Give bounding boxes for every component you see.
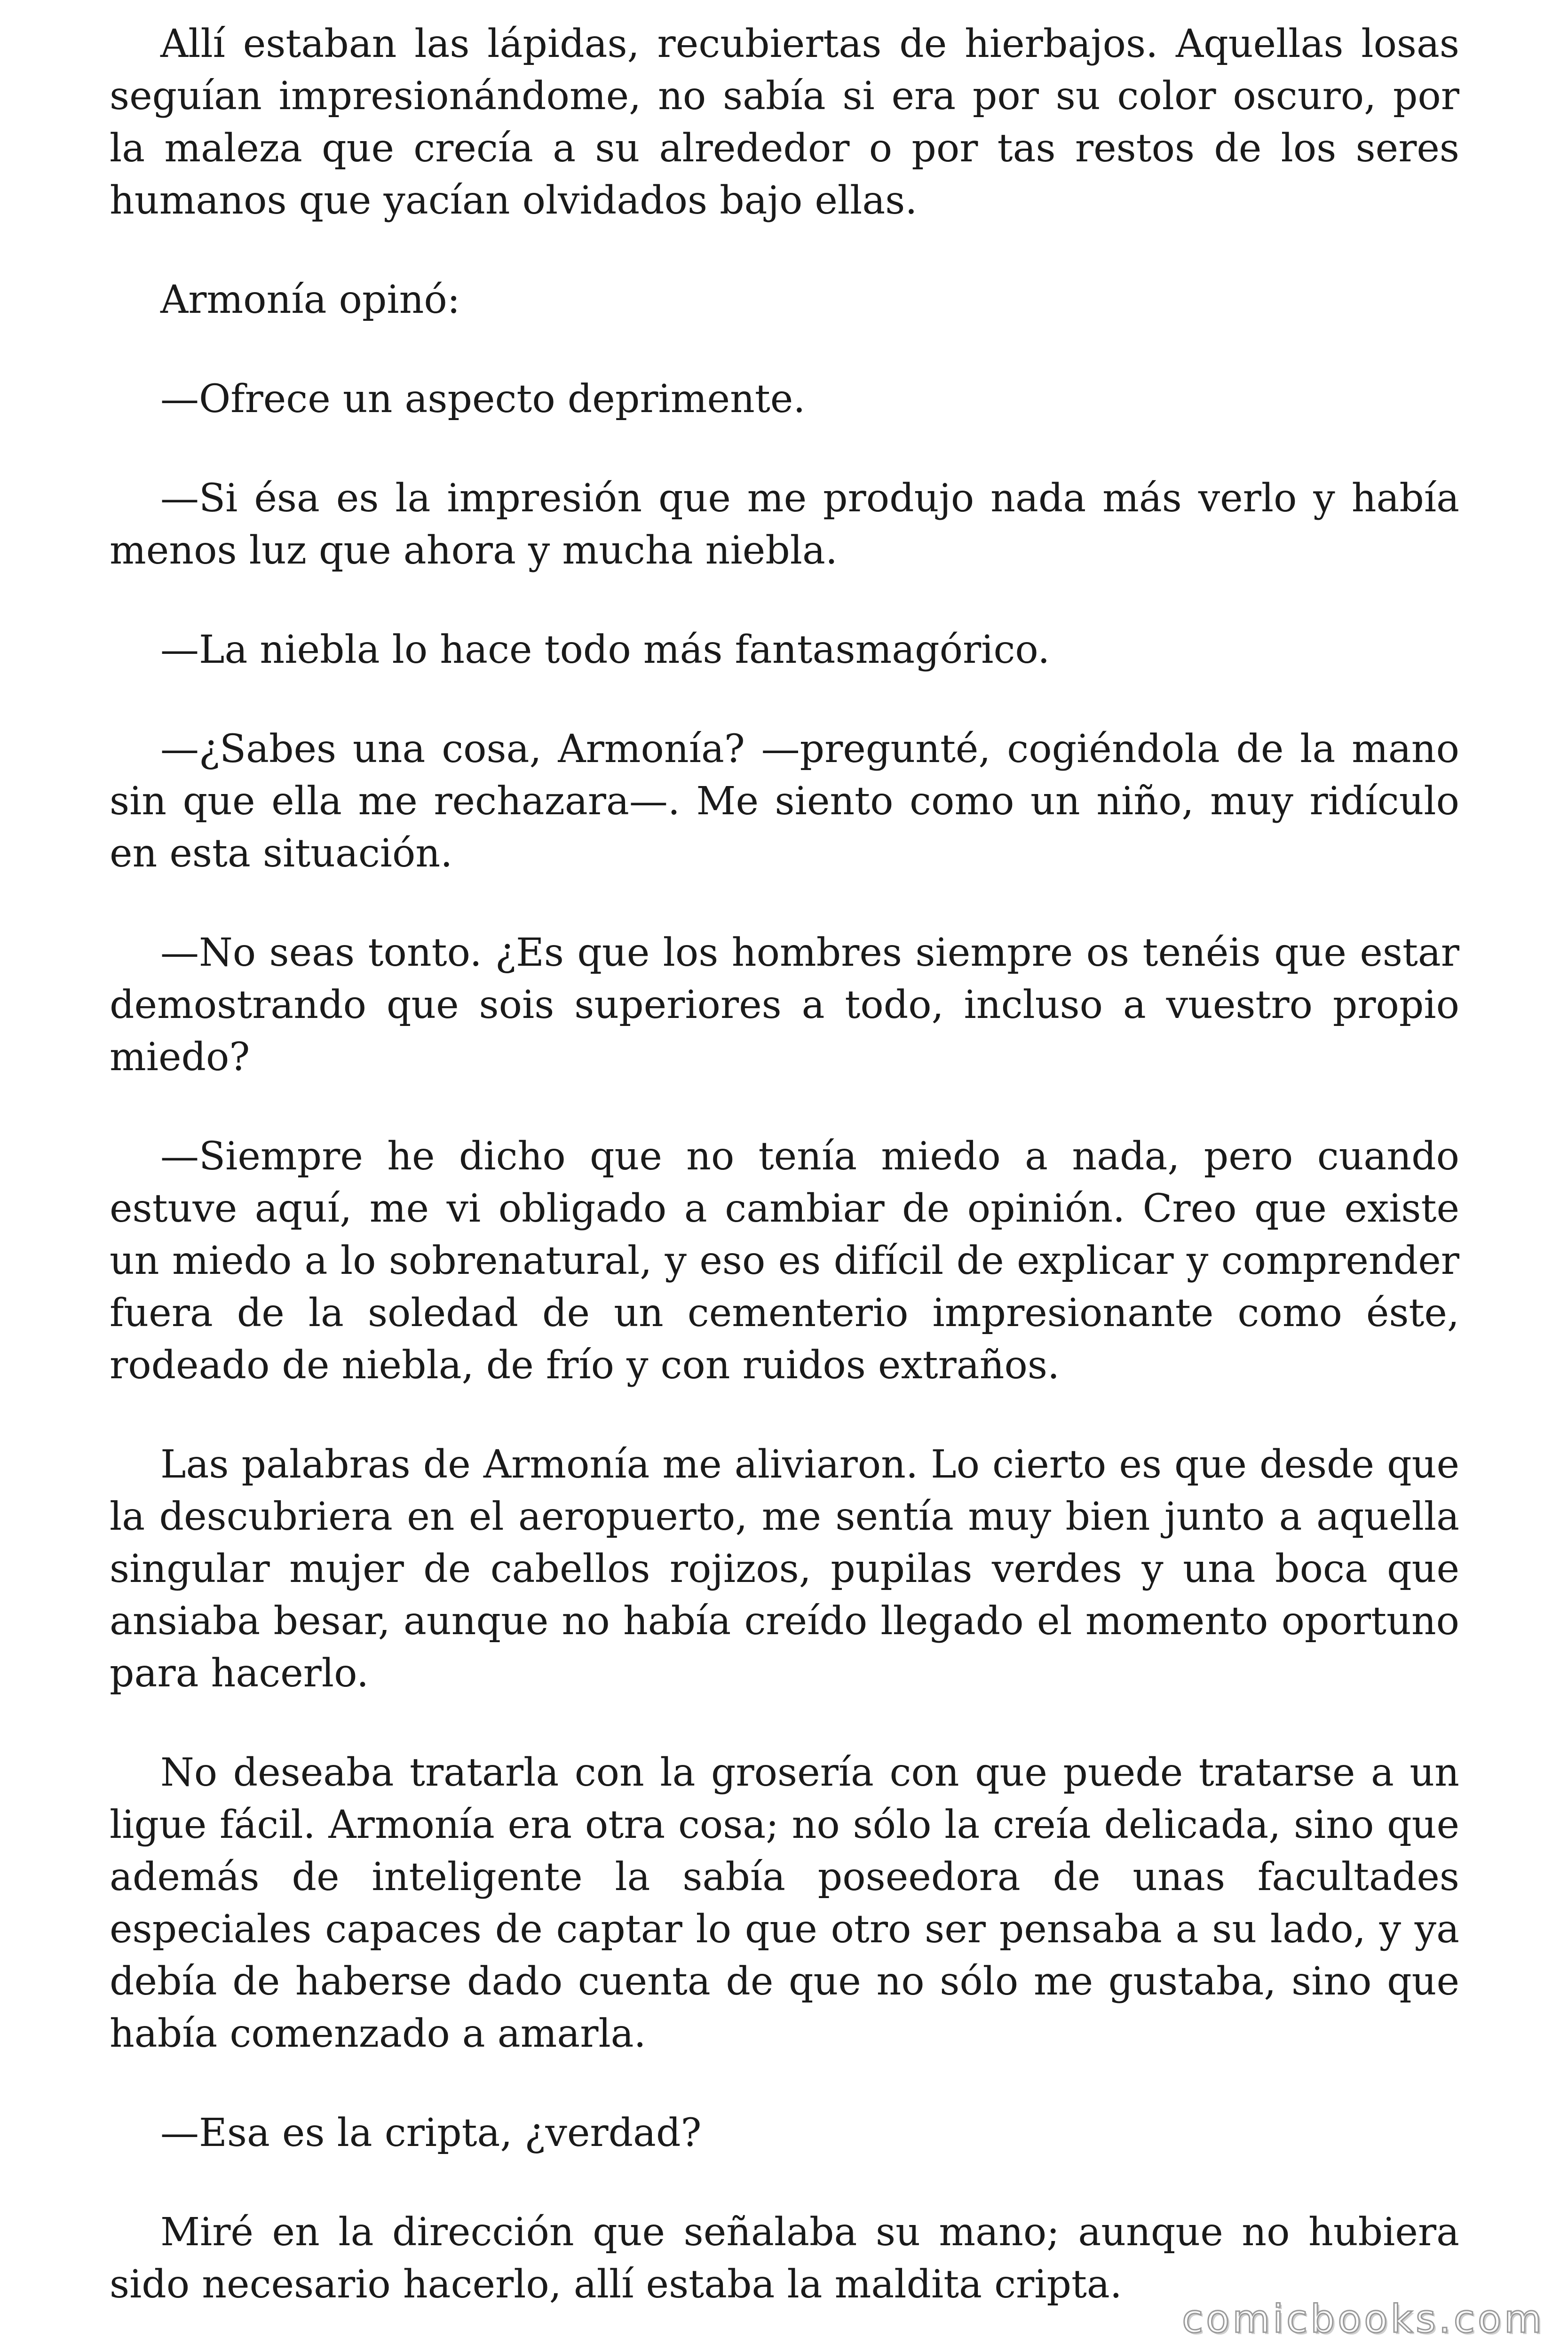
paragraph-esa-es-la-cripta: —Esa es la cripta, ¿verdad?	[160, 2111, 702, 2155]
paragraph-no-deseaba: No deseaba tratarla con la grosería con que puede tratarse a un ligue fácil. Armonía era otra cosa; no sólo la creía delicada, sino que además de inteligente la sabía poseedora de unas facultades especiales capaces de captar lo que otro ser pensaba a su lado, y ya debía de haberse dado cuenta de que no sólo me gustaba, sino que había comenzado a amarla.	[110, 1750, 1459, 2056]
paragraph-no-seas-tonto: —No seas tonto. ¿Es que los hombres siempre os tenéis que estar demostrando que sois superiores a todo, incluso a vuestro propio miedo?	[110, 930, 1459, 1080]
paragraph-sabes-una-cosa: —¿Sabes una cosa, Armonía? —pregunté, cogiéndola de la mano sin que ella me rechazara—. Me siento como un niño, muy ridículo en esta situación.	[110, 727, 1459, 876]
paragraph-palabras-de-armonia: Las palabras de Armonía me aliviaron. Lo cierto es que desde que la descubriera en el aeropuerto, me sentía muy bien junto a aquella singular mujer de cabellos rojizos, pupilas verdes y una boca que ansiaba besar, aunque no había creído llegado el momento oportuno para hacerlo.	[110, 1442, 1459, 1696]
paragraph-armonia-opino: Armonía opinó:	[160, 278, 460, 322]
book-page	[110, 18, 1459, 2352]
paragraph-lapidas: Allí estaban las lápidas, recubiertas de hierbajos. Aquellas losas seguían impresionándome, no sabía si era por su color oscuro, por la maleza que crecía a su alrededor o por tas restos de los seres humanos que yacían olvidados bajo ellas.	[110, 22, 1459, 223]
paragraph-aspecto-deprimente: —Ofrece un aspecto deprimente.	[160, 377, 806, 421]
watermark: comicbooks.com	[1182, 2297, 1544, 2342]
paragraph-mire-en-la-direccion: Miré en la dirección que señalaba su mano; aunque no hubiera sido necesario hacerlo, allí estaba la maldita cripta.	[110, 2210, 1459, 2307]
paragraph-niebla: —La niebla lo hace todo más fantasmagórico.	[160, 628, 1050, 672]
paragraph-siempre-he-dicho: —Siempre he dicho que no tenía miedo a nada, pero cuando estuve aquí, me vi obligado a cambiar de opinión. Creo que existe un miedo a lo sobrenatural, y eso es difícil de explicar y comprender fuera de la soledad de un cementerio impresionante como éste, rodeado de niebla, de frío y con ruidos extraños.	[110, 1134, 1459, 1388]
paragraph-impresion: —Si ésa es la impresión que me produjo nada más verlo y había menos luz que ahora y mucha niebla.	[110, 476, 1459, 573]
